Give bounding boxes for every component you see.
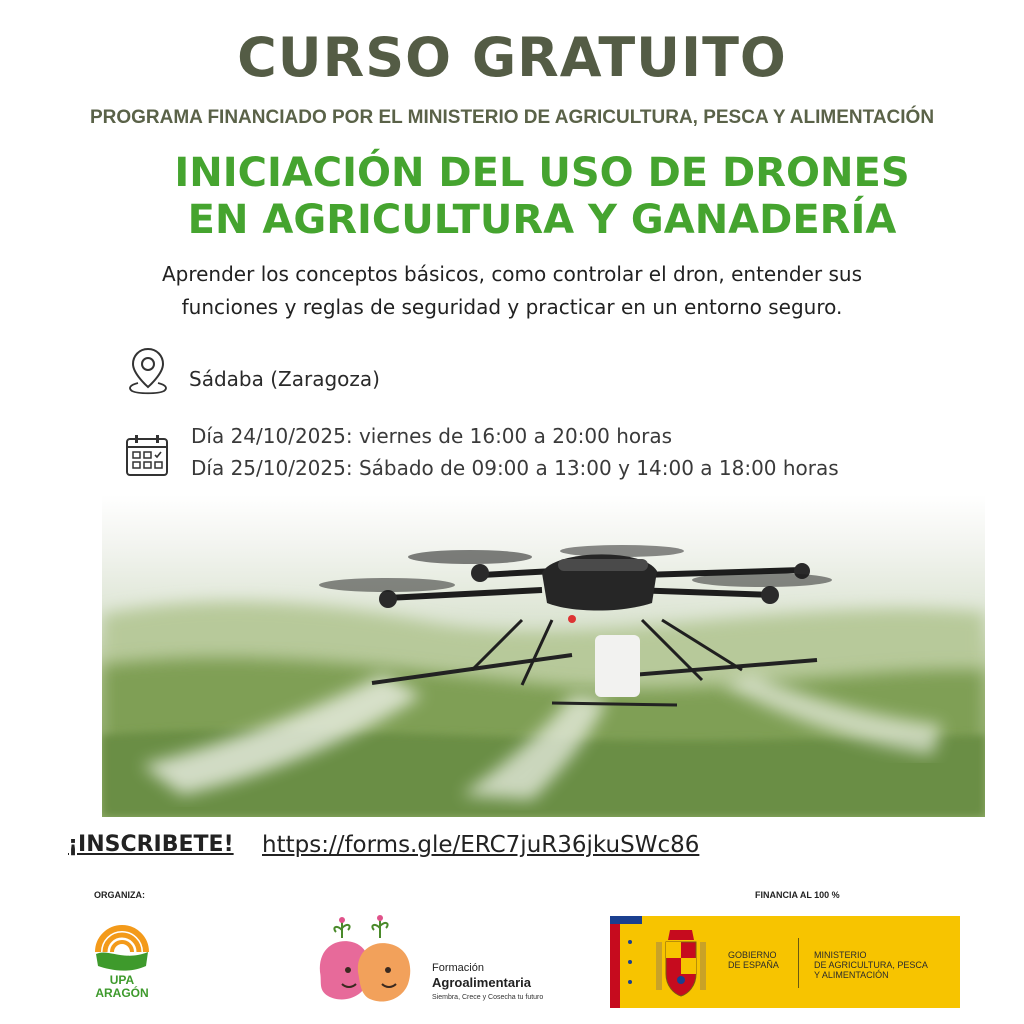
drone-illustration [102,495,985,817]
min-line-3: Y ALIMENTACIÓN [814,970,889,980]
gobierno-espana-logo [610,916,960,1008]
logo-divider [798,938,799,988]
registration-link[interactable]: https://forms.gle/ERC7juR36jkuSWc86 [262,832,700,858]
coat-of-arms-icon [652,924,710,1002]
course-description [40,258,984,324]
formacion-agroalimentaria-logo-icon [312,912,422,1016]
course-title [80,150,1004,244]
drone-spraying-photo [102,495,985,817]
upa-line-2: ARAGÓN [95,986,149,1000]
fa-line-2: Agroalimentaria [432,975,531,990]
min-line-2: DE AGRICULTURA, PESCA [814,960,928,970]
fa-tagline: Siembra, Crece y Cosecha tu futuro [432,994,544,1001]
description-line-1: Aprender los conceptos básicos, como controlar el dron, entender sus [161,262,863,286]
min-line-1: MINISTERIO [814,950,867,960]
upa-aragon-logo-icon [88,912,156,982]
fa-line-1: Formación [432,962,484,974]
date-line-1: Día 24/10/2025: viernes de 16:00 a 20:00 horas [191,424,673,448]
register-label: ¡INSCRIBETE! [68,832,234,857]
page-title: CURSO GRATUITO [237,26,787,89]
ministerio-text [814,950,928,980]
program-subtitle: PROGRAMA FINANCIADO POR EL MINISTERIO DE AGRICULTURA, PESCA Y ALIMENTACIÓN [89,107,935,128]
spain-flag-icon [610,916,642,1008]
gobierno-text [728,950,779,970]
gov-line-2: DE ESPAÑA [728,960,779,970]
location-text: Sádaba (Zaragoza) [189,367,380,391]
gov-line-1: GOBIERNO [728,950,777,960]
course-title-line-1: INICIACIÓN DEL USO DE DRONES [174,150,910,196]
map-pin-icon [124,345,172,395]
description-line-2: funciones y reglas de seguridad y practicar en un entorno seguro. [181,295,843,319]
upa-line-1: UPA [109,973,135,987]
date-line-2: Día 25/10/2025: Sábado de 09:00 a 13:00 y 14:00 a 18:00 horas [191,456,839,480]
course-title-line-2: EN AGRICULTURA Y GANADERÍA [187,197,897,243]
calendar-icon [124,432,170,478]
organiza-label: ORGANIZA: [94,890,145,900]
financia-label: FINANCIA AL 100 % [755,890,840,900]
upa-aragon-logo-text [84,974,160,1000]
